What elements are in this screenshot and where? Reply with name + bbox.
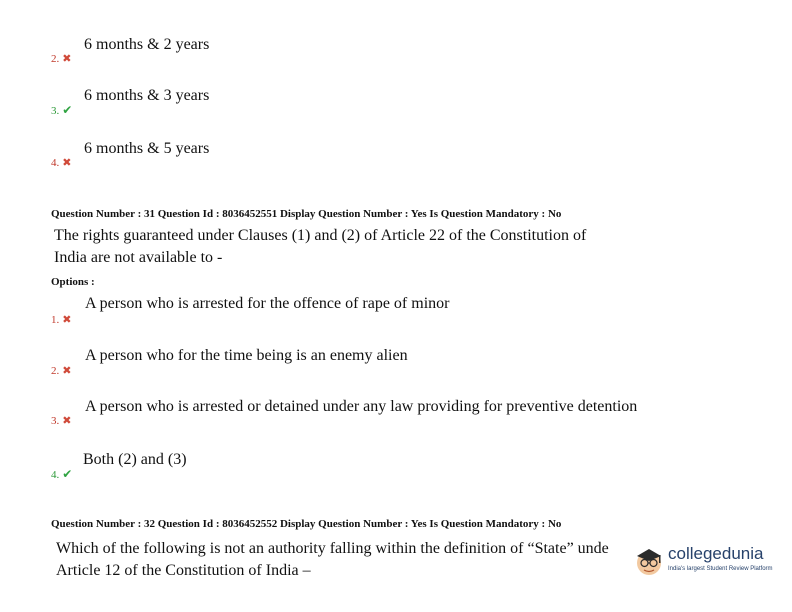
option-number: 2. ✖ [51, 53, 72, 65]
question-text-line: Which of the following is not an authority falling within the definition of “State” unde [56, 540, 609, 557]
question-32-text [56, 538, 656, 582]
option-number: 1. ✖ [51, 314, 72, 326]
correct-check-icon: ✔ [62, 467, 73, 481]
question-32-meta: Question Number : 32 Question Id : 8036452552 Display Question Number : Yes Is Question Mandatory : No [51, 518, 562, 530]
option-text: A person who is arrested for the offence of rape of minor [85, 295, 450, 312]
question-text-line: The rights guaranteed under Clauses (1) and (2) of Article 22 of the Constitution of [54, 227, 587, 244]
wrong-mark-icon: ✖ [62, 314, 72, 326]
wrong-mark-icon: ✖ [62, 415, 72, 427]
correct-check-icon: ✔ [62, 103, 73, 117]
wrong-mark-icon: ✖ [62, 53, 72, 65]
question-text-line: India are not available to - [54, 249, 223, 266]
option-number: 3. ✔ [51, 103, 73, 117]
option-text: 6 months & 2 years [84, 36, 210, 53]
question-text-line: Article 12 of the Constitution of India – [56, 562, 311, 579]
wrong-mark-icon: ✖ [62, 365, 72, 377]
option-text: 6 months & 3 years [84, 87, 210, 104]
option-text: 6 months & 5 years [84, 140, 210, 157]
mascot-icon [632, 544, 666, 578]
collegedunia-watermark [630, 540, 790, 584]
option-text: A person who is arrested or detained under any law providing for preventive detention [85, 398, 638, 415]
option-number: 2. ✖ [51, 365, 72, 377]
question-31-text [54, 225, 586, 269]
option-number: 4. ✖ [51, 157, 72, 169]
options-label: Options : [51, 276, 95, 288]
option-text: Both (2) and (3) [83, 451, 187, 468]
option-number: 4. ✔ [51, 467, 73, 481]
question-31-meta: Question Number : 31 Question Id : 8036452551 Display Question Number : Yes Is Question Mandatory : No [51, 208, 562, 220]
wrong-mark-icon: ✖ [62, 157, 72, 169]
brand-tagline: India's largest Student Review Platform [668, 566, 773, 572]
option-text: A person who for the time being is an enemy alien [85, 347, 408, 364]
option-number: 3. ✖ [51, 415, 72, 427]
brand-name: collegedunia [668, 544, 764, 563]
